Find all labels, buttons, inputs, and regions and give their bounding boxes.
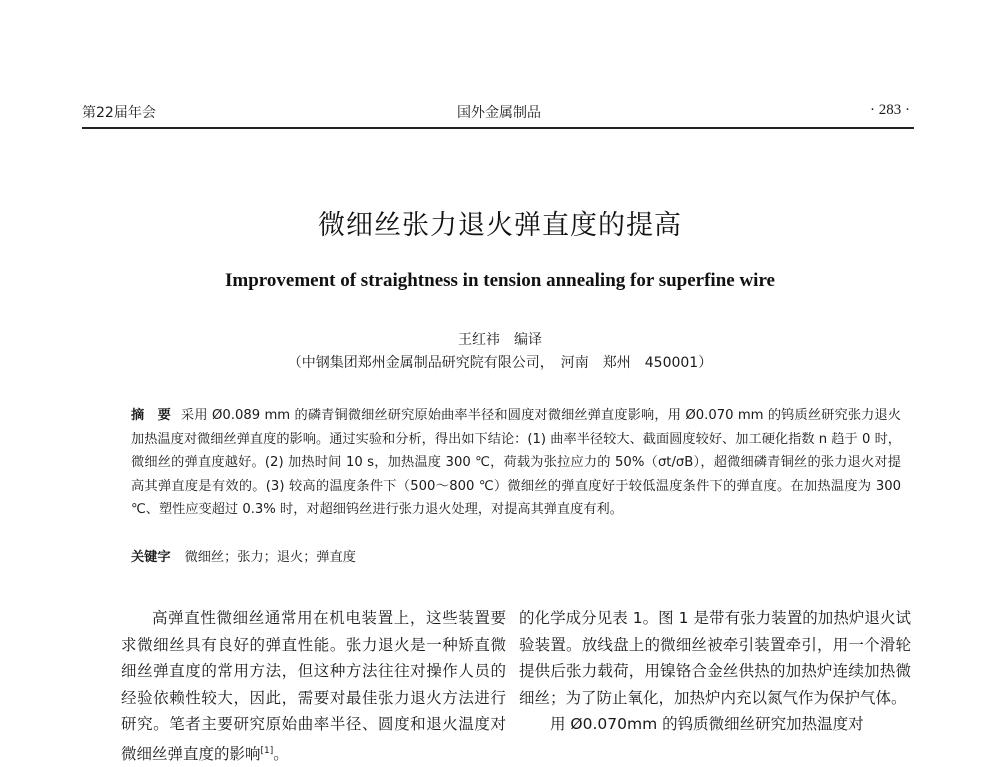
author-line: 王红祎 编译 — [458, 332, 542, 348]
page-number: · 283 · — [870, 102, 910, 118]
abstract-label: 摘 要 — [131, 408, 171, 423]
citation-ref[interactable]: [1] — [260, 745, 274, 756]
body-left-column — [121, 605, 506, 767]
affiliation: （中钢集团郑州金属制品研究院有限公司， 河南 郑州 450001） — [287, 355, 713, 371]
paper-title-en: Improvement of straightness in tension annealing for superfine wire — [225, 270, 775, 291]
body-paragraph: 用 Ø0.070mm 的钨质微细丝研究加热温度对 — [550, 715, 864, 733]
keywords-label: 关键字 — [131, 550, 171, 565]
conference-label: 第22届年会 — [82, 105, 156, 121]
running-header — [82, 100, 916, 124]
header-rule — [82, 127, 914, 129]
body-paragraph: 的化学成分见表 1。图 1 是带有张力装置的加热炉退火试验装置。放线盘上的微细丝被牵引装置牵引，用一个滑轮提供后张力载荷，用镍铬合金丝供热的加热炉连续加热微细丝；为了防止氧化，加热炉内充以氮气作为保护气体。 — [519, 609, 911, 707]
paper-title-cn: 微细丝张力退火弹直度的提高 — [318, 210, 682, 241]
journal-name: 国外金属制品 — [457, 105, 541, 121]
body-paragraph: 高弹直性微细丝通常用在机电装置上，这些装置要求微细丝具有良好的弹直性能。张力退火是一种矫直微细丝弹直度的常用方法，但这种方法往往对操作人员的经验依赖性较大，因此，需要对最佳张力退火方法进行研究。笔者主要研究原始曲率半径、圆度和退火温度对微细丝弹直度的影响[1]。 — [121, 609, 506, 763]
keywords-text: 微细丝；张力；退火；弹直度 — [184, 550, 356, 565]
body-right-column — [519, 605, 911, 738]
keywords — [131, 546, 356, 565]
abstract — [131, 404, 901, 522]
abstract-text: 采用 Ø0.089 mm 的磷青铜微细丝研究原始曲率半径和圆度对微细丝弹直度影响，用 Ø0.070 mm 的钨质丝研究张力退火加热温度对微细丝弹直度的影响。通过实验和分析，得出如下结论：(1) 曲率半径较大、截面圆度较好、加工硬化指数 n 趋于 0 时，微细丝的弹直度越好。(2) 加热时间 10 s，加热温度 300 ℃，荷载为张拉应力的 50%（σt/σB），超微细磷青铜丝的张力退火对提高其弹直度是有效的。(3) 较高的温度条件下（500～800 ℃）微细丝的弹直度好于较低温度条件下的弹直度。在加热温度为 300 ℃、塑性应变超过 0.3% 时，对超细钨丝进行张力退火处理，对提高其弹直度有利。 — [131, 408, 901, 517]
